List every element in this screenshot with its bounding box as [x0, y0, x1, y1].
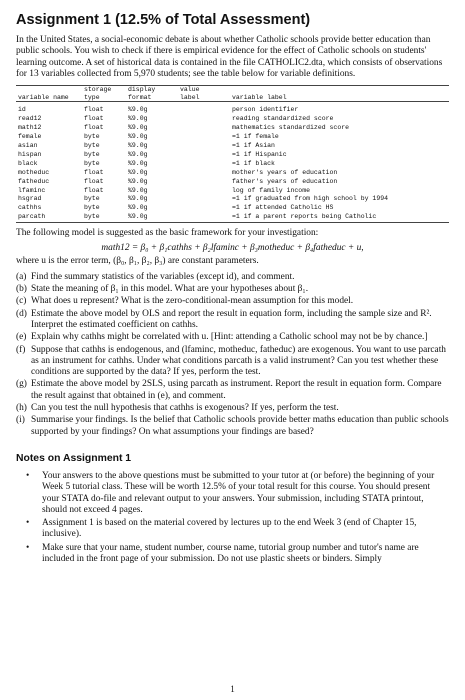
- cell-variable-label: person identifier: [232, 106, 299, 114]
- table-header-row: [16, 86, 449, 102]
- table-row: [16, 169, 449, 178]
- cell-display-format: %9.0g: [128, 177, 148, 185]
- table-row: [16, 195, 449, 204]
- note-text: Your answers to the above questions must be submitted to your tutor at (or before) the beginning of your Week 5 tutorial class. These will be worth 12.5% of your total result for this course. You should present your STATA do-file and relevant output to your answers. Your submission, including STATA printout, should not exceed 4 pages.: [42, 470, 435, 515]
- model-equation: math12 = β₀ + β₁cathhs + β₂lfaminc + β₃motheduc + β₄fatheduc + u,: [101, 243, 364, 254]
- notes-list: [16, 471, 449, 565]
- table-row: [16, 133, 449, 142]
- cell-storage-type: byte: [84, 133, 100, 141]
- cell-display-format: %9.0g: [128, 213, 148, 221]
- cell-variable-name: math12: [18, 124, 42, 132]
- note-item: [26, 518, 449, 541]
- cell-variable-name: lfaminc: [18, 186, 46, 194]
- cell-display-format: %9.0g: [128, 195, 148, 203]
- cell-variable-label: mathematics standardized score: [232, 124, 350, 132]
- cell-variable-name: read12: [18, 115, 42, 123]
- page-number: 1: [230, 684, 235, 694]
- question-item: [16, 309, 449, 332]
- cell-variable-name: asian: [18, 142, 38, 149]
- cell-storage-type: byte: [84, 142, 100, 149]
- question-label: (f): [16, 344, 26, 355]
- table-row: [16, 115, 449, 124]
- question-text: Estimate the above model by 2SLS, using parcath as instrument. Report the result in equation form. Compare the result against that obtained in (e), and comment.: [31, 379, 442, 401]
- bullet-icon: •: [26, 542, 30, 553]
- cell-display-format: %9.0g: [128, 168, 148, 176]
- cell-variable-label: =1 if Hispanic: [232, 150, 287, 158]
- cell-value-label: [178, 124, 230, 133]
- question-text: Summarise your findings. Is the belief that Catholic schools provide better maths education than public schools supported by your findings? On what assumptions your findings are based?: [31, 415, 449, 437]
- cell-value-label: [178, 142, 230, 151]
- cell-storage-type: byte: [84, 150, 100, 158]
- cell-storage-type: float: [84, 115, 104, 123]
- note-item: [26, 543, 449, 566]
- cell-variable-label: father's years of education: [232, 177, 338, 185]
- question-text: Can you test the null hypothesis that cathhs is exogenous? If yes, perform the test.: [31, 403, 339, 414]
- note-text: Assignment 1 is based on the material covered by lectures up to the end Week 3 (end of Chapter 15, inclusive).: [42, 518, 417, 540]
- question-item: [16, 415, 449, 438]
- cell-value-label: [178, 169, 230, 178]
- question-label: (c): [16, 296, 27, 307]
- cell-value-label: [178, 115, 230, 124]
- cell-variable-name: hsgrad: [18, 195, 42, 203]
- question-text: What does u represent? What is the zero-conditional-mean assumption for this model.: [31, 296, 354, 307]
- cell-variable-label: =1 if graduated from high school by 1994: [232, 195, 389, 203]
- variable-table-body: [16, 102, 449, 223]
- question-label: (a): [16, 271, 27, 282]
- question-item: [16, 296, 449, 307]
- cell-display-format: %9.0g: [128, 150, 148, 158]
- model-intro: The following model is suggested as the basic framework for your investigation:: [16, 228, 319, 239]
- question-label: (b): [16, 284, 27, 295]
- question-label: (d): [16, 308, 27, 319]
- cell-display-format: %9.0g: [128, 106, 148, 114]
- table-row: [16, 204, 449, 213]
- question-item: [16, 332, 449, 343]
- table-row: [16, 102, 449, 115]
- notes-heading: Notes on Assignment 1: [16, 452, 132, 464]
- header-variable-name: variable name: [18, 93, 69, 101]
- cell-variable-label: mother's years of education: [232, 168, 338, 176]
- cell-variable-label: =1 if black: [232, 159, 275, 167]
- cell-storage-type: byte: [84, 213, 100, 221]
- cell-storage-type: float: [84, 124, 104, 132]
- table-row: [16, 142, 449, 151]
- bullet-icon: •: [26, 470, 30, 481]
- variable-table: [16, 85, 449, 223]
- note-text: Make sure that your name, student number, course name, tutorial group number and tutor's name are included in the front page of your submission. Do not use plastic sheets or binders. Simply: [42, 542, 419, 564]
- cell-display-format: %9.0g: [128, 133, 148, 141]
- question-label: (g): [16, 379, 27, 390]
- cell-storage-type: byte: [84, 204, 100, 212]
- cell-value-label: [178, 204, 230, 213]
- question-item: [16, 272, 449, 283]
- cell-variable-label: =1 if a parent reports being Catholic: [232, 213, 377, 221]
- question-text: Estimate the above model by OLS and report the result in equation form, including the sample size and R². Interpret the estimated coefficient on cathhs.: [31, 308, 432, 330]
- cell-value-label: [178, 160, 230, 169]
- cell-value-label: [178, 213, 230, 222]
- header-value-label: value label: [180, 86, 200, 101]
- intro-paragraph: In the United States, a social-economic debate is about whether Catholic schools provide better education than public schools. You wish to check if there is empirical evidence for the effect of Catholic schools on students' learning outcome. A set of historical data is contained in the file CATHOLIC2.dta, which consists of observations for 13 variables collected from 5,970 students; see the table below for variable definitions.: [16, 35, 443, 79]
- cell-storage-type: float: [84, 168, 104, 176]
- cell-display-format: %9.0g: [128, 186, 148, 194]
- cell-variable-name: cathhs: [18, 204, 42, 212]
- cell-variable-name: motheduc: [18, 168, 50, 176]
- header-display-format: display format: [128, 86, 156, 101]
- cell-storage-type: byte: [84, 195, 100, 203]
- question-text: Explain why cathhs might be correlated with u. [Hint: attending a Catholic school may not be by chance.]: [31, 332, 428, 343]
- cell-variable-name: parcath: [18, 213, 46, 221]
- cell-storage-type: float: [84, 106, 104, 114]
- question-item: [16, 284, 449, 295]
- question-list: [16, 272, 449, 438]
- question-item: [16, 345, 449, 379]
- table-row: [16, 178, 449, 187]
- cell-value-label: [178, 133, 230, 142]
- cell-display-format: %9.0g: [128, 204, 148, 212]
- question-item: [16, 379, 449, 402]
- cell-display-format: %9.0g: [128, 124, 148, 132]
- cell-value-label: [178, 178, 230, 187]
- cell-display-format: %9.0g: [128, 142, 148, 149]
- cell-variable-name: fatheduc: [18, 177, 50, 185]
- table-row: [16, 213, 449, 222]
- page-title: Assignment 1 (12.5% of Total Assessment): [16, 12, 311, 28]
- cell-variable-label: =1 if attended Catholic HS: [232, 204, 334, 212]
- cell-value-label: [178, 102, 230, 115]
- question-label: (i): [16, 415, 25, 426]
- cell-value-label: [178, 151, 230, 160]
- bullet-icon: •: [26, 518, 30, 529]
- table-row: [16, 151, 449, 160]
- cell-storage-type: byte: [84, 159, 100, 167]
- question-label: (h): [16, 403, 27, 414]
- cell-value-label: [178, 195, 230, 204]
- cell-variable-label: reading standardized score: [232, 115, 334, 123]
- model-where: where u is the error term, (β₀, β₁, β₂, β₃) are constant parameters.: [16, 256, 259, 267]
- table-row: [16, 160, 449, 169]
- question-text: Suppose that cathhs is endogenous, and (lfaminc, motheduc, fatheduc) are exogenous. You want to use parcath as an instrument for cathhs. Under what conditions parcath is a valid instrument? Can you test whether these conditions are supported by the data? If yes, perform the test.: [31, 344, 446, 378]
- cell-storage-type: float: [84, 177, 104, 185]
- cell-variable-name: female: [18, 133, 42, 141]
- cell-variable-label: =1 if female: [232, 133, 279, 141]
- header-variable-label: variable label: [232, 93, 287, 101]
- cell-variable-label: =1 if Asian: [232, 142, 275, 149]
- header-storage-type: storage type: [84, 86, 112, 101]
- cell-storage-type: float: [84, 186, 104, 194]
- question-text: State the meaning of β₁ in this model. What are your hypotheses about β₁.: [31, 284, 309, 295]
- table-row: [16, 187, 449, 196]
- cell-variable-name: black: [18, 159, 38, 167]
- cell-value-label: [178, 187, 230, 196]
- note-item: [26, 471, 449, 516]
- cell-display-format: %9.0g: [128, 115, 148, 123]
- question-text: Find the summary statistics of the variables (except id), and comment.: [31, 271, 295, 282]
- table-row: [16, 124, 449, 133]
- cell-variable-name: id: [18, 106, 26, 114]
- question-label: (e): [16, 332, 27, 343]
- cell-display-format: %9.0g: [128, 159, 148, 167]
- question-item: [16, 403, 449, 414]
- cell-variable-name: hispan: [18, 150, 42, 158]
- cell-variable-label: log of family income: [232, 186, 311, 194]
